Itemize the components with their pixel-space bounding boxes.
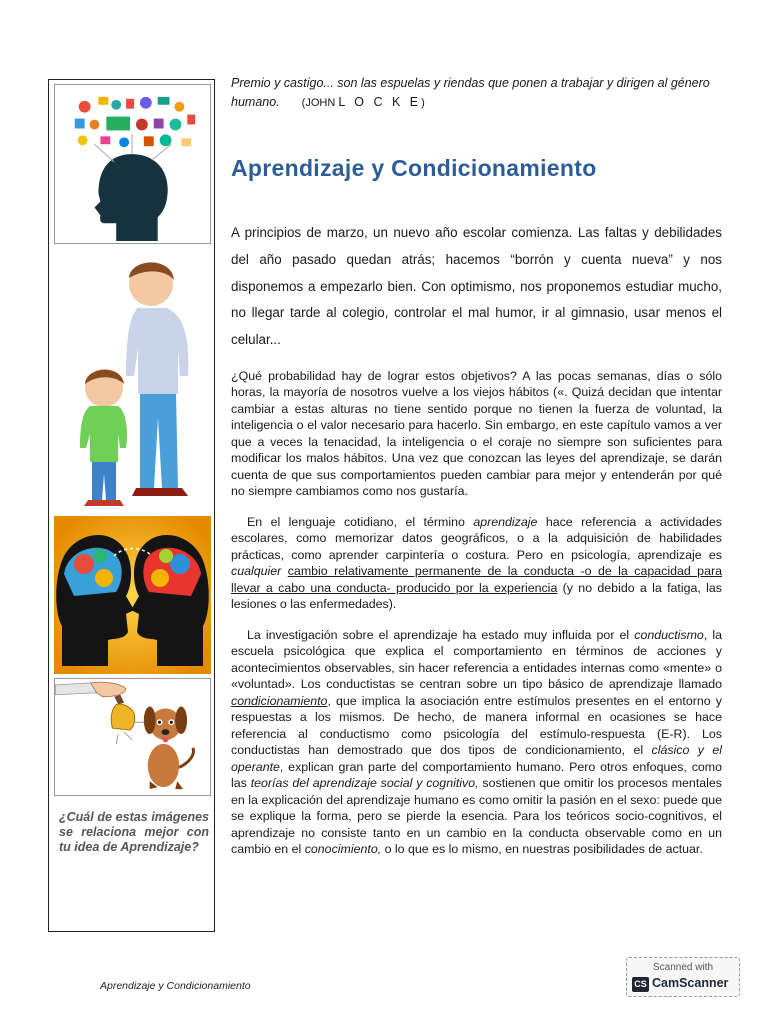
paragraph-3: La investigación sobre el aprendizaje ha estado muy influida por el conductismo, la escuela psicológica que explica el comportamiento en términos de acciones y acontecimientos observables, sin hacer referencia a entidades internas como «mente» o «voluntad». Los conductistas se centran sobre un tipo básico de aprendizaje llamado condicionamiento, que implica la asociación entre estímulos presentes en el entorno y respuestas a los mismos. De hecho, de manera informal en ocasiones se hace referencia al conductismo como psicología del estímulo-respuesta (E-R). Los conductistas han demostrado que dos tipos de condicionamiento, el clásico y el operante, explican gran parte del comportamiento humano. Pero otros enfoques, como las teorías del aprendizaje social y cognitivo, sostienen que omitir los procesos mentales en la explicación del aprendizaje humano es como omitir la pasión en el sexo: puede que se explique la forma, pero se pierde la esencia. Para los teóricos socio-cognitivos, el aprendizaje no consiste tanto en un cambio en la conducta observable como en un cambio en el conocimiento, o lo que es lo mismo, en nuestras posibilidades de actuar. — [231, 627, 722, 857]
stamp-top-text: Scanned with — [652, 962, 714, 973]
father-son-image — [54, 248, 211, 516]
sidebar-question: ¿Cuál de estas imágenes se relaciona mejor con tu idea de Aprendizaje? — [59, 810, 209, 854]
intro-paragraph: A principios de marzo, un nuevo año escolar comienza. Las faltas y debilidades del año pasado quedan atrás; hacemos “borrón y cuenta nueva” y nos disponemos a empezarlo bien. Con optimismo, nos proponemos estudiar mucho, no llegar tarde al colegio, controlar el mal humor, ir al gimnasio, usar menos el celular... — [231, 225, 722, 348]
camscanner-logo-icon: CS — [632, 977, 649, 992]
definition-underlined: cambio relativamente permanente de la conducta -o de la capacidad para llevar a cabo una conducta- producido por la experiencia — [231, 564, 722, 595]
paragraph-2: En el lenguaje cotidiano, el término aprendizaje hace referencia a actividades escolares, como memorizar datos geográficos, o a la adquisición de habilidades prácticas, como aprender carpintería o costura. Pero en psicología, aprendizaje es cualquier cambio relativamente permanente de la conducta -o de la capacidad para llevar a cabo una conducta- producido por la experiencia (y no debido a la fatiga, las lesiones o las enfermedades). — [231, 514, 723, 612]
bell-dog-image — [54, 678, 211, 796]
paragraph-1: ¿Qué probabilidad hay de lograr estos objetivos? A las pocas semanas, días o sólo horas, la mayoría de nosotros vuelve a los viejos hábitos («. Quizá decidan que intentar cambiar a estas alturas no tiene sentido porque no tienen la fuerza de voluntad, la inteligencia o el valor necesario para hacerlo. Sin embargo, en este capítulo vamos a ver que a veces la tenacidad, la inteligencia o el coraje no siempre son suficientes para modificar los malos hábitos. Una vez que conozcan las leyes del aprendizaje, se darán cuenta de que sus comportamientos pueden cambiar para mejor y entenderán por qué no siempre cambiamos como nos gustaría. — [231, 368, 722, 499]
quote-author: (JOHN L O C K E) — [301, 95, 425, 109]
two-heads-gears-illustration — [54, 516, 211, 674]
page-footer: Aprendizaje y Condicionamiento — [100, 980, 251, 992]
quote-text: Premio y castigo... son las espuelas y riendas que ponen a trabajar y dirigen al género humano. — [231, 76, 710, 109]
bell-dog-illustration — [55, 679, 210, 795]
stamp-brand-name: CamScanner — [652, 976, 729, 990]
epigraph-quote — [231, 74, 722, 113]
head-ideas-image — [54, 84, 211, 244]
camscanner-stamp — [626, 957, 740, 997]
page-title: Aprendizaje y Condicionamiento — [231, 155, 597, 181]
image-sidebar — [48, 79, 215, 932]
head-ideas-illustration — [55, 85, 210, 243]
father-son-illustration — [54, 248, 211, 516]
main-content — [231, 74, 722, 858]
two-heads-image — [54, 516, 211, 674]
